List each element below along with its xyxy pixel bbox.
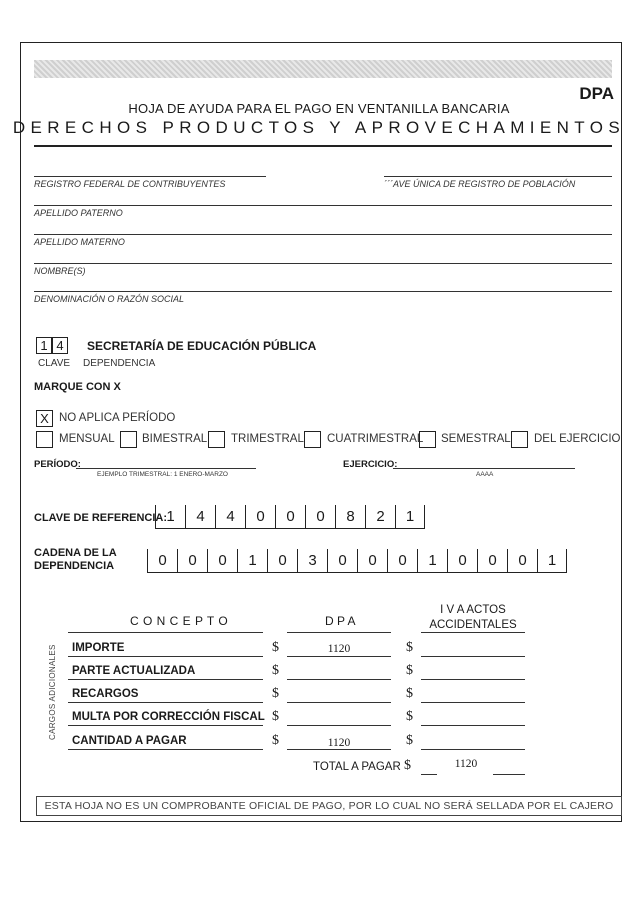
concept-header-line — [68, 632, 263, 633]
agency-caption: DEPENDENCIA — [83, 358, 156, 369]
reference-digits — [155, 505, 425, 529]
dpa-header-line — [287, 632, 391, 633]
four-month-checkbox[interactable] — [304, 431, 321, 448]
currency-symbol: $ — [272, 663, 279, 678]
header-divider — [34, 145, 612, 147]
business-line[interactable] — [34, 291, 612, 292]
currency-symbol: $ — [272, 733, 279, 748]
no-period-label: NO APLICA PERÍODO — [59, 412, 176, 424]
no-period-checkbox[interactable]: X — [36, 410, 53, 427]
reference-digit: 2 — [365, 505, 395, 529]
paternal-line[interactable] — [34, 205, 612, 206]
concept-header: C O N C E P T O — [130, 614, 229, 628]
iva-header-line — [421, 632, 525, 633]
dpa-header: D P A — [325, 614, 356, 628]
chain-digit: 0 — [147, 549, 177, 573]
quarterly-label: TRIMESTRAL — [231, 433, 304, 445]
amount-due-label: CANTIDAD A PAGAR — [72, 735, 187, 747]
monthly-checkbox[interactable] — [36, 431, 53, 448]
updated-line — [68, 679, 263, 680]
currency-symbol: $ — [406, 709, 413, 724]
updated-label: PARTE ACTUALIZADA — [72, 665, 196, 677]
chain-digit: 1 — [537, 549, 567, 573]
reference-digit: 0 — [275, 505, 305, 529]
four-month-label: CUATRIMESTRAL — [327, 433, 424, 445]
total-value[interactable]: 1120 — [454, 758, 478, 770]
form-subtitle: DERECHOS PRODUCTOS Y APROVECHAMIENTOS — [12, 118, 626, 137]
fiscal-year-line[interactable] — [393, 468, 575, 469]
chain-digit: 0 — [207, 549, 237, 573]
import-label: IMPORTE — [72, 642, 125, 654]
fiscal-year-checkbox[interactable] — [511, 431, 528, 448]
reference-digit: 1 — [155, 505, 185, 529]
period-line[interactable] — [76, 468, 256, 469]
chain-digits — [147, 549, 567, 573]
currency-symbol: $ — [272, 709, 279, 724]
reference-digit: 0 — [305, 505, 335, 529]
reference-digit: 4 — [185, 505, 215, 529]
maternal-label: APELLIDO MATERNO — [34, 237, 125, 247]
period-label: PERÍODO: — [34, 459, 81, 470]
updated-iva-line — [421, 679, 525, 680]
semester-checkbox[interactable] — [419, 431, 436, 448]
curp-line[interactable] — [384, 176, 612, 177]
form-border — [20, 42, 622, 822]
currency-symbol: $ — [272, 686, 279, 701]
chain-digit: 3 — [297, 549, 327, 573]
fiscal-year-label: EJERCICIO: — [343, 459, 398, 470]
monthly-label: MENSUAL — [59, 433, 115, 445]
surcharges-dpa-line — [287, 702, 391, 703]
reference-digit: 8 — [335, 505, 365, 529]
chain-digit: 1 — [237, 549, 267, 573]
period-example: EJEMPLO TRIMESTRAL: 1 ENERO-MARZO — [97, 471, 228, 478]
rfc-line[interactable] — [34, 176, 266, 177]
agency-key-digit: 4 — [52, 337, 68, 354]
maternal-line[interactable] — [34, 234, 612, 235]
reference-digit: 4 — [215, 505, 245, 529]
rfc-label: REGISTRO FEDERAL DE CONTRIBUYENTES — [34, 179, 226, 189]
semester-label: SEMESTRAL — [441, 433, 511, 445]
reference-digit: 1 — [395, 505, 425, 529]
import-dpa-line — [287, 656, 391, 657]
surcharges-iva-line — [421, 702, 525, 703]
fiscal-year-hint: AAAA — [476, 471, 494, 478]
business-label: DENOMINACIÓN O RAZÓN SOCIAL — [34, 294, 185, 304]
chain-digit: 0 — [267, 549, 297, 573]
agency-key-caption: CLAVE — [38, 358, 71, 369]
fine-label: MULTA POR CORRECCIÓN FISCAL — [72, 711, 265, 723]
currency-symbol: $ — [406, 733, 413, 748]
form-title: HOJA DE AYUDA PARA EL PAGO EN VENTANILLA BANCARIA — [128, 101, 510, 116]
chain-digit: 0 — [447, 549, 477, 573]
import-dpa-value[interactable]: 1120 — [327, 643, 351, 655]
chain-label-line1: CADENA DE LA — [34, 547, 117, 559]
chain-digit: 1 — [417, 549, 447, 573]
chain-digit: 0 — [507, 549, 537, 573]
updated-dpa-line — [287, 679, 391, 680]
currency-symbol: $ — [406, 663, 413, 678]
fine-dpa-line — [287, 725, 391, 726]
mark-instruction: MARQUE CON X — [34, 381, 121, 393]
iva-header-line2: ACCIDENTALES — [429, 619, 517, 631]
amount-due-iva-line — [421, 749, 525, 750]
amount-due-dpa-value[interactable]: 1120 — [327, 737, 351, 749]
iva-header-line1: I V A ACTOS — [440, 604, 506, 616]
curp-label: ´´´AVE ÚNICA DE REGISTRO DE POBLACIÓN — [384, 179, 576, 189]
names-line[interactable] — [34, 263, 612, 264]
currency-symbol: $ — [404, 758, 411, 773]
total-line-right — [493, 774, 525, 775]
chain-digit: 0 — [477, 549, 507, 573]
bimonthly-checkbox[interactable] — [120, 431, 137, 448]
import-iva-line — [421, 656, 525, 657]
fine-line — [68, 725, 263, 726]
import-line — [68, 656, 263, 657]
side-label: CARGOS ADICIONALES — [48, 644, 57, 740]
fine-iva-line — [421, 725, 525, 726]
fiscal-year-option-label: DEL EJERCICIO — [534, 433, 621, 445]
reference-digit: 0 — [245, 505, 275, 529]
agency-key-digit: 1 — [36, 337, 52, 354]
chain-digit: 0 — [327, 549, 357, 573]
surcharges-line — [68, 702, 263, 703]
footer-notice: ESTA HOJA NO ES UN COMPROBANTE OFICIAL DE PAGO, POR LO CUAL NO SERÁ SELLADA POR EL CAJERO — [36, 796, 622, 816]
currency-symbol: $ — [406, 686, 413, 701]
currency-symbol: $ — [272, 640, 279, 655]
chain-digit: 0 — [177, 549, 207, 573]
chain-digit: 0 — [357, 549, 387, 573]
amount-due-line — [68, 749, 263, 750]
agency-name: SECRETARÍA DE EDUCACIÓN PÚBLICA — [87, 339, 317, 353]
chain-label-line2: DEPENDENCIA — [34, 560, 115, 572]
reference-label: CLAVE DE REFERENCIA: — [34, 512, 168, 524]
paternal-label: APELLIDO PATERNO — [34, 208, 123, 218]
total-label: TOTAL A PAGAR — [313, 761, 401, 773]
currency-symbol: $ — [406, 640, 413, 655]
bimonthly-label: BIMESTRAL — [142, 433, 208, 445]
chain-digit: 0 — [387, 549, 417, 573]
amount-due-dpa-line — [287, 749, 391, 750]
scan-noise-band — [34, 60, 612, 78]
quarterly-checkbox[interactable] — [208, 431, 225, 448]
form-code: DPA — [579, 84, 614, 103]
total-line-left — [421, 774, 437, 775]
names-label: NOMBRE(S) — [34, 266, 86, 276]
surcharges-label: RECARGOS — [72, 688, 139, 700]
